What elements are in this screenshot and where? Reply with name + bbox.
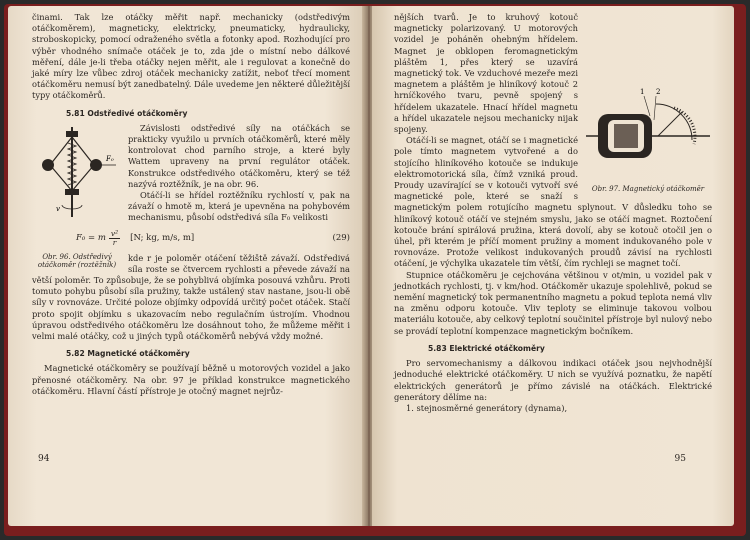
left-page — [8, 6, 368, 526]
section-heading-581: 5.81 Odstředivé otáčkoměry — [66, 108, 188, 118]
part-label-1: 1 — [640, 88, 645, 96]
section-582-paragraph-1: Magnetické otáčkoměry se používají běžně u motorových vozidel a jako přenosné otáčkoměry. Na obr. 97 je příklad konstrukce magnetického otáčkoměru. Hlavní částí přístroje je otočný magnet nejrůz- — [32, 363, 350, 396]
equation-denominator: r — [112, 237, 117, 247]
section-581-paragraph-1: Závislosti odstředivé síly na otáčkách se prakticky využilo u prvních otáčkoměrů, které měly kontrolovat chod parního stroje, a které byly Wattem upraveny na první regulátor otáček. Konstrukce odstředivého otáčkoměru, který se též nazývá roztěžník, je na obr. 96. — [128, 122, 350, 189]
right-paragraph-1: nějších tvarů. Je to kruhový kotouč magneticky polarizovaný. U motorových vozidel je poháněn ohebným hřídelem. Magnet je obklopen feromagnetickým pláštěm 1, přes který se uzavírá magnetický tok. Ve vzduchové mezeře mezi magnetem a pláštěm je hliníkový kotouč 2 hrníčkového tvaru, pevně spojený s hřídelem ukazatele. Hnací hřídel magnetu a hřídel ukazatele nejsou mechanicky nijak spojeny. — [394, 12, 578, 135]
force-label: F₀ — [106, 154, 114, 163]
section-581-paragraph-3: kde r je poloměr otáčení těžiště závaží. Odstředivá síla roste se čtvercem rychlosti a převede závaží na větší poloměr. To způsobuje, že se pohyblivá objímka posouvá vzhůru. Proti tomuto pohybu působí síla pružiny, takže ustálený stav nastane, jsou-li obě síly v rovnováze. Určité poloze objímky odpovídá určitý počet otáček. Stačí proto spojit objímku s ukazovacím nebo regulačním ústrojím. Vhodnou úpravou odstředivého otáčkoměru lze dosáhnout toho, že můžeme měřit i velmi malé otáčky, což u jiných typů otáčkoměrů nebývá vždy možné. — [32, 252, 350, 342]
equation-numerator: v² — [110, 228, 119, 238]
equation-lhs: F₀ = m — [76, 232, 106, 243]
right-paragraph-2: Otáčí-li se magnet, otáčí se i magnetické pole tímto magnetem vytvořené a do stojícího hliníkového kotouče se indukuje elektromotorická síla, čímž vzniká proud. Proudy uzavírající se v kotouči vytvoří své magnetické pole, které se snaží s magnetickým polem rotujícího magnetu splynout. V důsledku toho se hliníkový kotouč otáčí ve stejném smyslu, jako se otáčí magnet. Roztočení kotouče brání spirálová pružina, která dovolí, aby se kotouč otočil jen o úhel, při kterém je příčí moment pružiny a moment indukovaného pole v rovnováze. Protože velikost indukovaných proudů závisí na rychlosti otáčení, je výchylka ukazatele tím větší, čím rychleji se magnet točí. — [394, 135, 712, 269]
intro-paragraph: činami. Tak lze otáčky měřit např. mechanicky (odstředivým otáčkoměrem), magneticky, elektricky, pneumaticky, hydraulicky, stroboskopicky, pomocí odraženého světla a fotonky apod. Rozhodující pro výběr vhodného snímače otáček je to, zda jde o místní nebo dálkové měření, dále je-li třeba otáčky nejen měřit, ale i regulovat a konečně do jaké míry lze vůbec zdroj otáček mechanicky zatížit, neboť třecí moment otáčkoměru nemusí být zanedbatelný. Dále uvedeme jen některé důležitější typy otáčkoměrů. — [32, 12, 350, 101]
section-583-list-item-1: 1. stejnosměrné generátory (dynama), — [406, 402, 568, 413]
equation-29 — [32, 230, 350, 247]
speed-label: v — [56, 204, 60, 213]
page-number-right: 95 — [674, 454, 686, 464]
figure-96 — [32, 125, 122, 224]
right-page-text — [394, 12, 712, 414]
page-number-left: 94 — [38, 454, 50, 464]
figure-97 — [584, 84, 712, 194]
section-heading-583: 5.83 Elektrické otáčkoměry — [428, 343, 545, 353]
left-page-text — [32, 12, 350, 397]
magnetic-tachometer-diagram — [584, 84, 712, 182]
right-page — [372, 6, 734, 526]
section-583-paragraph-1: Pro servomechanismy a dálkovou indikaci otáček jsou nejvhodnější jednoduché elektrické otáčkoměry. U nich se využívá poznatku, že napětí elektrických generátorů je přímo závislé na otáčkách. Elektrické generátory dělíme na: — [394, 358, 712, 402]
right-paragraph-3: Stupnice otáčkoměru je cejchována většinou v ot/min, u vozidel pak v jednotkách rychlosti, tj. v km/hod. Otáčkoměr ukazuje spolehlivě, pokud se nemění magnetický tok permanentního magnetu a pokud teplota nemá vliv na změnu odporu kotouče. Vliv teploty se eliminuje takovou volbou materiálu kotouče, aby celkový teplotní součinitel přístroje byl nulový nebo se provádí teplotní kompenzace magnetickým bočníkem. — [394, 269, 712, 336]
section-581-paragraph-2: Otáčí-li se hřídel roztěžníku rychlostí v, pak na závaží o hmotě m, která je upevněna na pohybovém mechanismu, působí odstředivá síla F₀ velikosti — [128, 190, 350, 223]
figure-97-caption: Obr. 97. Magnetický otáčkoměr — [591, 185, 705, 194]
section-heading-582: 5.82 Magnetické otáčkoměry — [66, 349, 190, 359]
part-label-2: 2 — [656, 88, 661, 96]
equation-number: (29) — [332, 232, 350, 243]
equation-units: [N; kg, m/s, m] — [130, 232, 195, 243]
figure-96-caption: Obr. 96. Odstředivý otáčkoměr (roztěžník) — [37, 252, 117, 270]
centrifugal-governor-diagram — [32, 125, 122, 221]
